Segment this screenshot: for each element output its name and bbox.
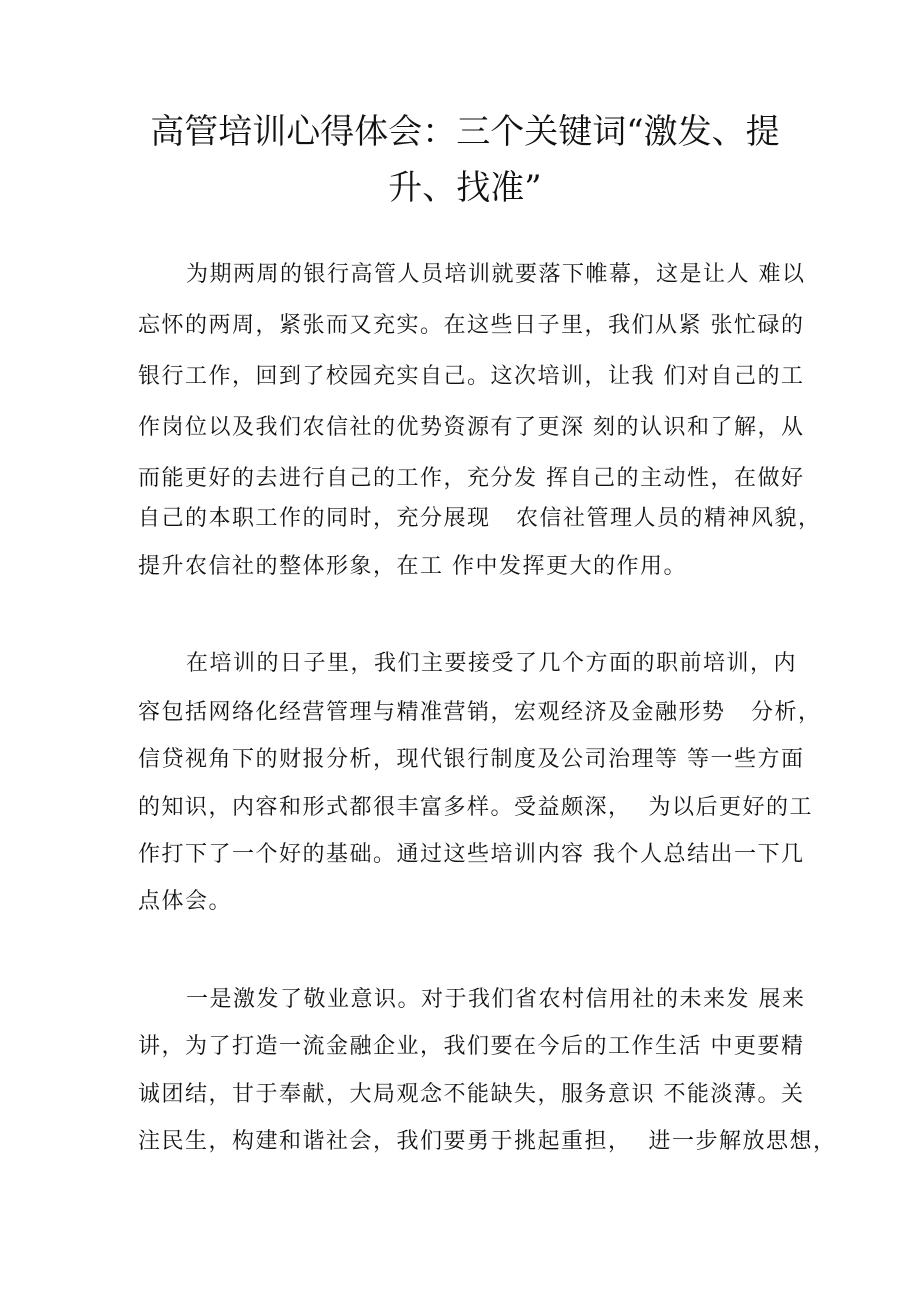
paragraph-2-line: 点体会。 [138,889,233,914]
paragraph-3-line: 一是激发了敬业意识。对于我们省农村信用社的未来发 展来 [186,987,806,1012]
paragraph-2-line: 容包括网络化经营管理与精准营销，宏观经济及金融形势 分析， [138,700,822,725]
paragraph-2-line: 信贷视角下的财报分析，现代银行制度及公司治理等 等一些方面 [138,747,805,772]
paragraph-1-line: 作岗位以及我们农信社的优势资源有了更深 刻的认识和了解，从 [138,415,805,440]
paragraph-3-line: 注民生，构建和谐社会，我们要勇于挑起重担， 进一步解放思想， [138,1129,837,1154]
title-line: 升、找准” [388,168,542,208]
paragraph-3-line: 诚团结，甘于奉献，大局观念不能缺失，服务意识 不能淡薄。关 [138,1082,805,1107]
paragraph-1-line: 自己的本职工作的同时，充分展现 农信社管理人员的精神风貌， [138,506,822,531]
paragraph-1-line: 忘怀的两周，紧张而又充实。在这些日子里，我们从紧 张忙碌的 [138,313,805,338]
paragraph-3-line: 讲，为了打造一流金融企业，我们要在今后的工作生活 中更要精 [138,1034,805,1059]
paragraph-1-line: 提升农信社的整体形象，在工 作中发挥更大的作用。 [138,554,687,579]
paragraph-2-line: 作打下了一个好的基础。通过这些培训内容 我个人总结出一下几 [138,842,805,867]
paragraph-2-line: 的知识，内容和形式都很丰富多样。受益颇深， 为以后更好的工 [138,795,813,820]
paragraph-1-line: 为期两周的银行高管人员培训就要落下帷幕，这是让人 难以 [186,262,806,287]
paragraph-1-line: 而能更好的去进行自己的工作，充分发 挥自己的主动性，在做好 [138,466,805,491]
paragraph-1-line: 银行工作，回到了校园充实自己。这次培训，让我 们对自己的工 [138,364,805,389]
document-title [150,104,780,216]
title-line: 高管培训心得体会：三个关键词“激发、提 [150,112,780,152]
paragraph-2-line: 在培训的日子里，我们主要接受了几个方面的职前培训，内 [186,651,798,676]
